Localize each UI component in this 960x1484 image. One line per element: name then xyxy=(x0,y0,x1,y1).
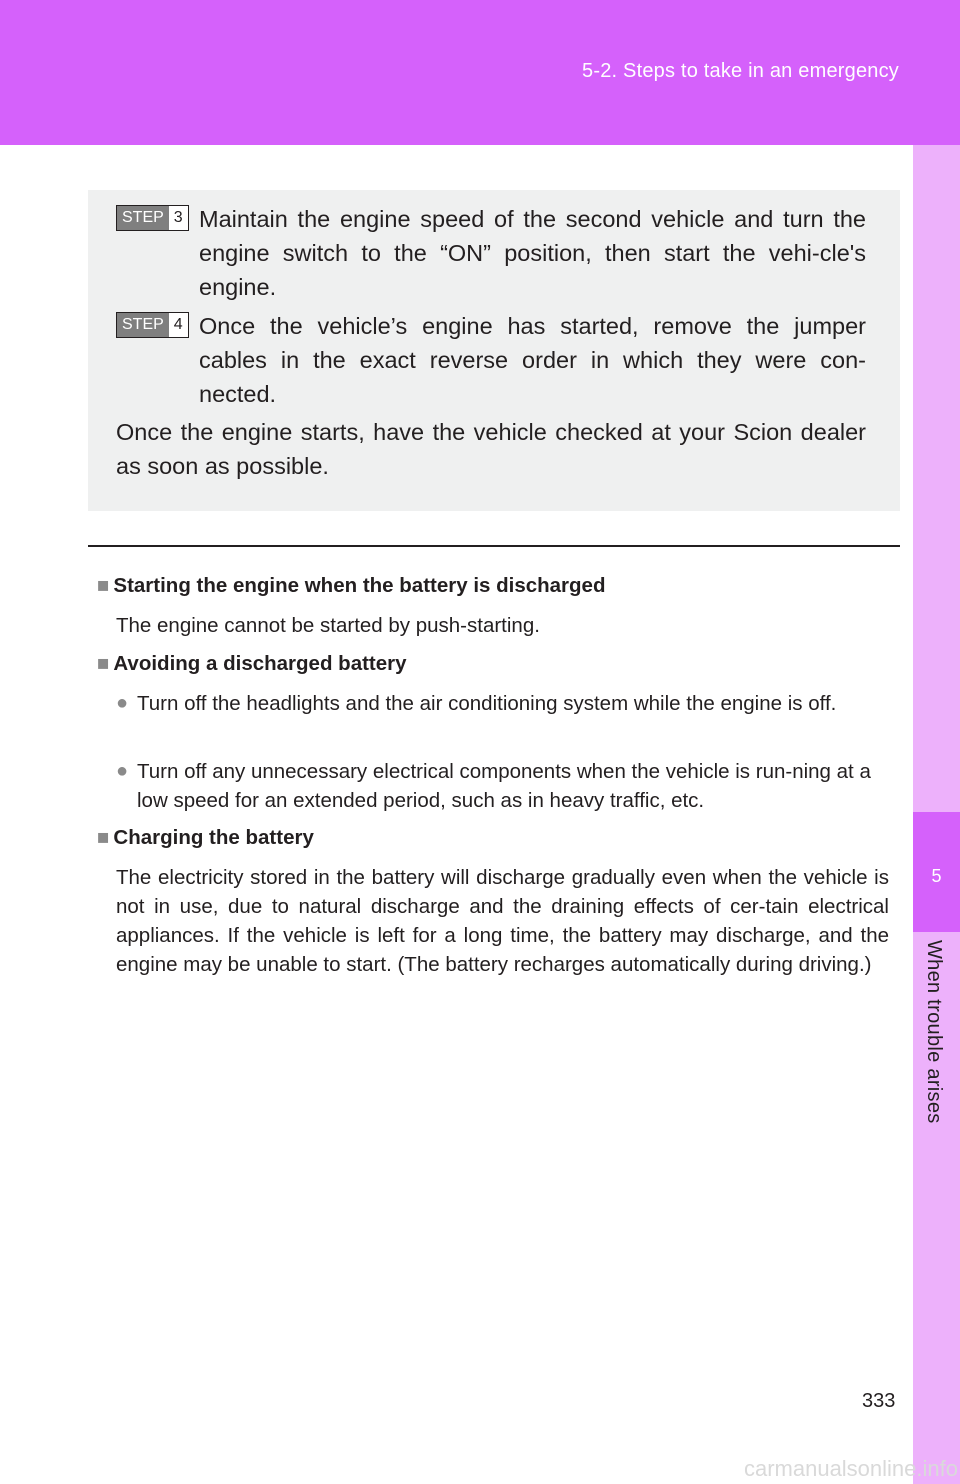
circle-bullet-icon: ● xyxy=(116,692,129,714)
step-badge-label: STEP xyxy=(117,206,169,230)
step-badge-number: 3 xyxy=(169,206,188,230)
heading-text: Charging the battery xyxy=(113,826,314,849)
square-bullet-icon: ■ xyxy=(97,652,110,675)
list-item-text: Turn off the headlights and the air conditioning system while the engine is off. xyxy=(137,692,837,715)
heading-text: Avoiding a discharged battery xyxy=(113,652,407,675)
step-3 xyxy=(116,202,866,304)
step-badge-label: STEP xyxy=(117,313,169,337)
step-text: Once the vehicle’s engine has started, remove the jumper cables in the exact reverse order in which they were con-nected. xyxy=(199,313,866,407)
list-item-text: Turn off any unnecessary electrical components when the vehicle is run-ning at a low speed for an extended period, such as in heavy traffic, etc. xyxy=(137,760,871,812)
heading-charging xyxy=(97,825,314,851)
step-badge xyxy=(116,205,189,231)
step-badge-number: 4 xyxy=(169,313,188,337)
step-4 xyxy=(116,309,866,411)
page-number: 333 xyxy=(862,1390,896,1412)
square-bullet-icon: ■ xyxy=(97,826,110,849)
step-badge xyxy=(116,312,189,338)
box-note: Once the engine starts, have the vehicle checked at your Scion dealer as soon as possible. xyxy=(116,419,866,479)
section-title: 5-2. Steps to take in an emergency xyxy=(582,60,899,82)
list-item xyxy=(116,689,876,718)
square-bullet-icon: ■ xyxy=(97,574,110,597)
chapter-number: 5 xyxy=(931,866,942,886)
divider xyxy=(88,545,900,547)
chapter-label: When trouble arises xyxy=(923,940,945,1124)
heading-starting xyxy=(97,573,605,599)
paragraph-starting: The engine cannot be started by push-starting. xyxy=(116,614,540,637)
heading-text: Starting the engine when the battery is discharged xyxy=(113,574,606,597)
heading-avoiding xyxy=(97,651,407,677)
step-text: Maintain the engine speed of the second vehicle and turn the engine switch to the “ON” position, then start the vehi-cle's engine. xyxy=(199,206,866,300)
watermark: carmanualsonline.info xyxy=(743,1456,958,1481)
circle-bullet-icon: ● xyxy=(116,760,129,782)
list-item xyxy=(116,757,876,815)
paragraph-charging: The electricity stored in the battery will discharge gradually even when the vehicle is not in use, due to natural discharge and the draining effects of cer-tain electrical appliances. If the vehicle is left for a long time, the battery may discharge, and the engine may be unable to start. (The battery recharges automatically during driving.) xyxy=(116,866,889,976)
